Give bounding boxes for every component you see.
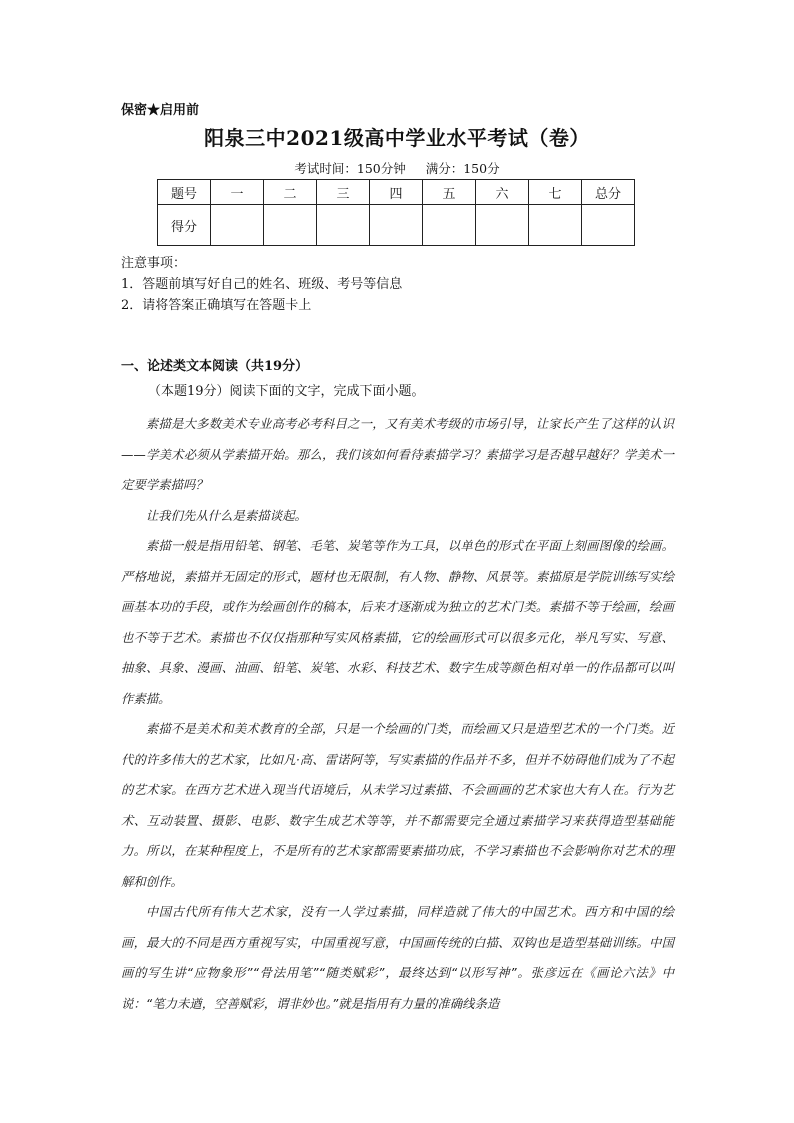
passage-paragraph: 让我们先从什么是素描谈起。 [145,507,307,523]
score-cell-q4: 四 [370,180,423,205]
score-table [157,179,635,246]
score-cell-label: 题号 [158,180,211,205]
note-item: 2．请将答案正确填写在答题卡上 [121,298,312,313]
exam-info [0,159,794,177]
passage-paragraph: 素描一般是指用铅笔、钢笔、毛笔、炭笔等作为工具，以单色的形式在平面上刻画图像的绘画。严格地说，素描并无固定的形式，题材也无限制，有人物、静物、风景等。素描原是学院训练写实绘画基本功的手段，或作为绘画创作的稿本，后来才逐渐成为独立的艺术门类。素描不等于绘画，绘画也不等于艺术。素描也不仅仅指那种写实风格素描，它的绘画形式可以很多元化，举凡写实、写意、抽象、具象、漫画、油画、铅笔、炭笔、水彩、科技艺术、数字生成等颜色相对单一的作品都可以叫作素描。 [121,538,674,706]
passage-paragraph: 素描是大多数美术专业高考必考科目之一，又有美术考级的市场引导，让家长产生了这样的认识——学美术必须从学素描开始。那么，我们该如何看待素描学习？素描学习是否越早越好？学美术一定要学素描吗？ [121,416,674,492]
exam-full-score: 满分：150分 [425,161,500,176]
notes-heading: 注意事项： [121,256,187,271]
score-blank [211,205,264,246]
score-cell-q1: 一 [211,180,264,205]
section-intro: （本题19分）阅读下面的文字，完成下面小题。 [148,384,425,399]
score-cell-q3: 三 [317,180,370,205]
score-table-score-row [158,205,635,246]
reading-passage [121,409,674,1019]
section-heading: 一、论述类文本阅读（共19分） [121,359,309,374]
score-blank [529,205,582,246]
exam-time: 考试时间：150分钟 [294,161,406,176]
score-cell-q7: 七 [529,180,582,205]
score-blank [264,205,317,246]
confidential-label: 保密★启用前 [121,103,200,118]
passage-paragraph: 中国古代所有伟大艺术家，没有一人学过素描，同样造就了伟大的中国艺术。西方和中国的绘画，最大的不同是西方重视写实，中国重视写意，中国画传统的白描、双钩也是造型基础训练。中国画的写生讲“应物象形”“骨法用笔”“随类赋彩”，最终达到“以形写神”。张彦远在《画论六法》中说：“笔力未遒，空善赋彩，谓非妙也。”就是指用有力量的准确线条造 [121,904,674,1011]
score-cell-q6: 六 [476,180,529,205]
score-cell-q5: 五 [423,180,476,205]
score-blank [317,205,370,246]
score-blank [582,205,635,246]
score-cell-q2: 二 [264,180,317,205]
score-table-header-row [158,180,635,205]
score-row-label: 得分 [158,205,211,246]
score-blank [370,205,423,246]
score-cell-total: 总分 [582,180,635,205]
exam-title: 阳泉三中2021级高中学业水平考试（卷） [204,126,590,150]
passage-paragraph: 素描不是美术和美术教育的全部，只是一个绘画的门类，而绘画又只是造型艺术的一个门类。近代的许多伟大的艺术家，比如凡·高、雷诺阿等，写实素描的作品并不多，但并不妨碍他们成为了不起的艺术家。在西方艺术进入现当代语境后，从未学习过素描、不会画画的艺术家也大有人在。行为艺术、互动装置、摄影、电影、数字生成艺术等等，并不都需要完全通过素描学习来获得造型基础能力。所以，在某种程度上，不是所有的艺术家都需要素描功底，不学习素描也不会影响你对艺术的理解和创作。 [121,721,674,889]
note-item: 1．答题前填写好自己的姓名、班级、考号等信息 [121,277,403,292]
score-blank [476,205,529,246]
score-blank [423,205,476,246]
